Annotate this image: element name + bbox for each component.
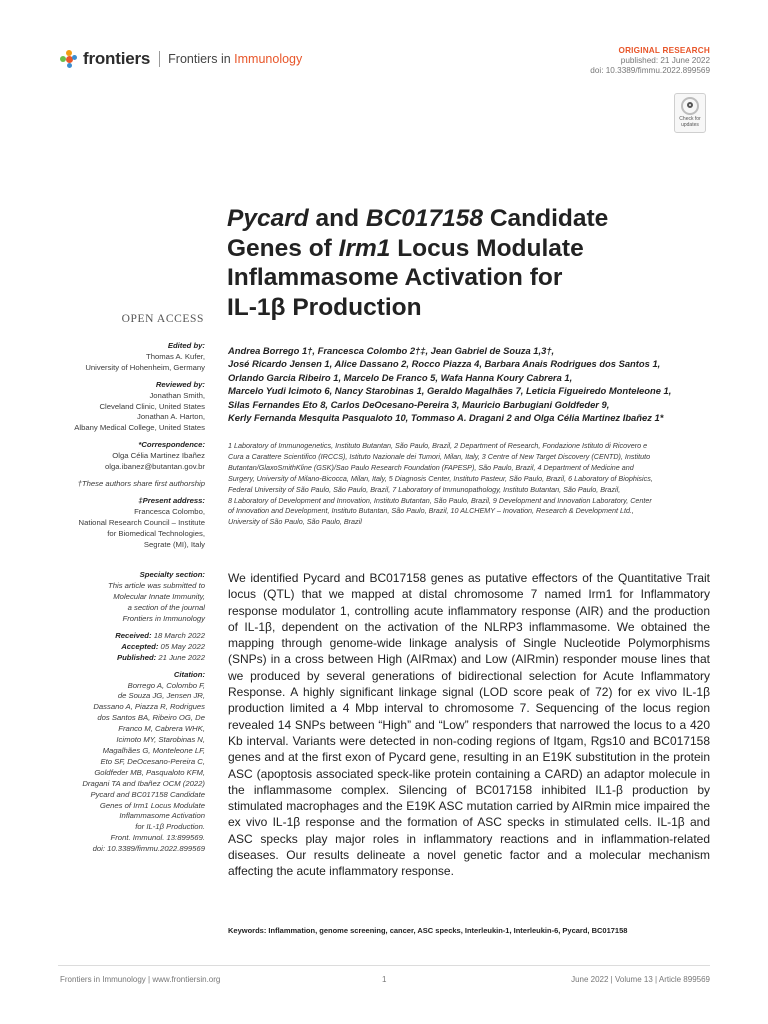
affiliation-line: Cura a Carattere Scientifico (IRCCS), Istituto Nazionale dei Tumori, Milan, Italy, 3 Centre of New Target Discovery (CENTD), Instituto xyxy=(228,451,651,461)
page-number: 1 xyxy=(382,975,387,984)
author-line: Kerly Fernanda Mesquita Pasqualoto 10, Tommaso A. Dragani 2 and Olga Célia Martinez Ibañez 1* xyxy=(228,412,664,424)
specialty-line: Molecular Innate Immunity, xyxy=(113,592,205,602)
present-address-line: Francesca Colombo, xyxy=(134,506,205,516)
citation-line: Eto SF, DeOcesano-Pereira C, xyxy=(100,756,205,766)
check-updates-icon xyxy=(681,97,699,115)
editor-name: Thomas A. Kufer, xyxy=(146,351,205,361)
reviewed-by-heading: Reviewed by: xyxy=(155,379,205,389)
abstract: We identified Pycard and BC017158 genes as putative effectors of the Quantitative Trait locus (QTL) that we mapped at distal chromosome 7 named Irm1 for Inflammatory response modulator 1, controlling acute inflammatory response (AIR) and the production of IL-1β, dependent on the activation of the NLRP3 inflammasome. We obtained the mapping through genome-wide linkage analysis of Single Nucleotide Polymorphisms (SNPs) in a cross between High (AIRmax) and Low (AIRmin) responder mouse lines that we produced by several generations of bidirectional selection for Acute Inflammatory Response. A highly significant linkage signal (LOD score peak of 72) for ex vivo IL-1β production limited a 4 Mbp interval to chromosome 7. Sequencing of the locus region revealed 14 SNPs between “High” and “Low” responders that narrowed the locus to a 420 Kb interval. Variants were detected in non-coding regions of Itgam, Rgs10 and BC017158 genes and at the first exon of Pycard gene, resulting in an E19K substitution in the protein ASC (apoptosis associated speck-like protein containing a CARD) an adaptor molecule in the inflammasome complex. Silencing of BC017158 inhibited IL1-β production by stimulated macrophages and the E19K ASC mutation carried by AIRmin mice impaired the ex vivo IL-1β response and the formation of ASC specks in stimulated cells. IL-1β and ASC specks play major roles in inflammatory reactions and in inflammation-related diseases. Our results delineate a novel genetic factor and a molecular mechanism affecting the acute inflammatory response. xyxy=(228,571,710,879)
author-line: Orlando Garcia Ribeiro 1, Marcelo De Franco 5, Wafa Hanna Koury Cabrera 1, xyxy=(228,371,573,383)
edited-by-heading: Edited by: xyxy=(167,341,205,350)
editor-affiliation: University of Hohenheim, Germany xyxy=(85,362,205,372)
citation-line: for IL-1β Production. xyxy=(135,822,205,832)
article-sidebar xyxy=(35,341,205,855)
correspondence-name: Olga Célia Martinez Ibañez xyxy=(112,451,205,461)
affiliation-line: University of São Paulo, São Paulo, Brazil xyxy=(228,517,362,527)
correspondence-email[interactable]: olga.ibanez@butantan.gov.br xyxy=(105,462,205,472)
author-list xyxy=(228,344,710,424)
check-for-updates-button[interactable] xyxy=(674,93,706,133)
article-type: ORIGINAL RESEARCH xyxy=(618,46,710,55)
citation-line: Dassano A, Piazza R, Rodrigues xyxy=(93,702,205,712)
affiliation-line: 1 Laboratory of Immunogenetics, Instituto Butantan, São Paulo, Brazil, 2 Department of Research, Fondazione Istituto di Ricovero e xyxy=(228,441,648,450)
author-line: Marcelo Yudi Icimoto 6, Nancy Starobinas 1, Geraldo Magalhães 7, Leticia Figueiredo Monteleone 1, xyxy=(228,385,672,397)
logo-divider xyxy=(159,51,160,67)
author-line: Andrea Borrego 1†, Francesca Colombo 2†‡, Jean Gabriel de Souza 1,3†, xyxy=(228,345,555,356)
citation-line: de Souza JG, Jensen JR, xyxy=(117,691,205,701)
specialty-line: a section of the journal xyxy=(127,603,205,613)
open-access-label: OPEN ACCESS xyxy=(121,313,204,325)
author-line: José Ricardo Jensen 1, Alice Dassano 2, Rocco Piazza 4, Barbara Anais Rodrigues dos Santos 1, xyxy=(228,358,661,370)
affiliations xyxy=(228,441,710,528)
affiliation-line: of Innovation and Development, Instituto Butantan, São Paulo, Brazil, 10 ALCHEMY – Inovation, Research & Development Ltd., xyxy=(228,506,634,516)
keywords: Keywords: Inflammation, genome screening, cancer, ASC specks, Interleukin-1, Interleukin-6, Pycard, BC017158 xyxy=(228,926,628,935)
published-date-sidebar: Published: 21 June 2022 xyxy=(116,652,205,662)
reviewer-line: Jonathan A. Harton, xyxy=(137,412,205,422)
affiliation-line: Federal University of São Paulo, São Paulo, Brazil, 7 Laboratory of Immunopathology, Instituto Butantan, São Paulo, Brazil, xyxy=(228,484,621,494)
article-title: Pycard and BC017158 Candidate Genes of Irm1 Locus Modulate Inflammasome Activation for IL-1β Production xyxy=(227,205,609,321)
author-line: Silas Fernandes Eto 8, Carlos DeOcesano-Pereira 3, Mauricio Barbugiani Goldfeder 9, xyxy=(228,398,610,410)
doi[interactable]: doi: 10.3389/fimmu.2022.899569 xyxy=(590,66,710,76)
reviewer-line: Jonathan Smith, xyxy=(149,390,205,400)
check-updates-label: Check for updates xyxy=(679,116,701,128)
specialty-line: This article was submitted to xyxy=(108,581,205,591)
brand-name: frontiers xyxy=(83,49,151,68)
citation-line: Pycard and BC017158 Candidate xyxy=(90,789,205,799)
article-meta xyxy=(590,46,710,77)
first-authorship-note: †These authors share first authorship xyxy=(77,478,205,488)
footer-divider xyxy=(58,965,710,966)
present-address-line: Segrate (MI), Italy xyxy=(143,539,205,549)
correspondence-heading: *Correspondence: xyxy=(138,440,205,450)
citation-line: Dragani TA and Ibañez OCM (2022) xyxy=(82,778,205,788)
specialty-line: Frontiers in Immunology xyxy=(122,614,205,624)
accepted-date: Accepted: 05 May 2022 xyxy=(121,641,205,651)
present-address-heading: ‡Present address: xyxy=(138,495,205,505)
citation-doi[interactable]: doi: 10.3389/fimmu.2022.899569 xyxy=(92,844,205,854)
citation-line: Borrego A, Colombo F, xyxy=(127,680,205,690)
published-date: published: 21 June 2022 xyxy=(620,56,710,66)
frontiers-logo-icon xyxy=(60,50,78,68)
reviewer-line: Albany Medical College, United States xyxy=(74,423,205,433)
specialty-heading: Specialty section: xyxy=(139,570,205,580)
present-address-line: National Research Council – Institute xyxy=(78,517,205,527)
received-date: Received: 18 March 2022 xyxy=(115,630,205,640)
frontiers-logo[interactable] xyxy=(60,46,302,72)
journal-name: Frontiers in Immunology xyxy=(168,52,303,66)
footer-volume-info: June 2022 | Volume 13 | Article 899569 xyxy=(571,975,710,984)
affiliation-line: 8 Laboratory of Development and Innovation, Instituto Butantan, São Paulo, Brazil, 9 Development and Innovation Laboratory, Center xyxy=(228,495,652,505)
footer-journal-link[interactable]: Frontiers in Immunology | www.frontiersin.org xyxy=(60,975,221,984)
citation-line: Magalhães G, Monteleone LF, xyxy=(102,746,205,755)
present-address-line: for Biomedical Technologies, xyxy=(107,528,205,538)
citation-line: dos Santos BA, Ribeiro OG, De xyxy=(97,713,205,723)
citation-line: Inflammasome Activation xyxy=(119,811,205,821)
citation-line: Franco M, Cabrera WHK, xyxy=(118,724,205,734)
citation-line: Icimoto MY, Starobinas N, xyxy=(116,735,205,745)
citation-heading: Citation: xyxy=(173,669,205,679)
affiliation-line: Surgery, University of Milano-Bicocca, Milan, Italy, 5 Diagnosis Center, Instituto Pasteur, São Paulo, Brazil, 6 Laboratory of Biophisics, xyxy=(228,473,653,483)
citation-line: Front. Immunol. 13:899569. xyxy=(110,833,205,843)
affiliation-line: Butantan/GlaxoSmithKline (GSK)/Sao Paulo Research Foundation (FAPESP), São Paulo, Brazil, 4 Department of Medicine and xyxy=(228,462,634,472)
citation-line: Goldfeder MB, Pasqualoto KFM, xyxy=(94,767,205,777)
citation-line: Genes of Irm1 Locus Modulate xyxy=(99,800,205,810)
reviewer-line: Cleveland Clinic, United States xyxy=(99,401,205,411)
